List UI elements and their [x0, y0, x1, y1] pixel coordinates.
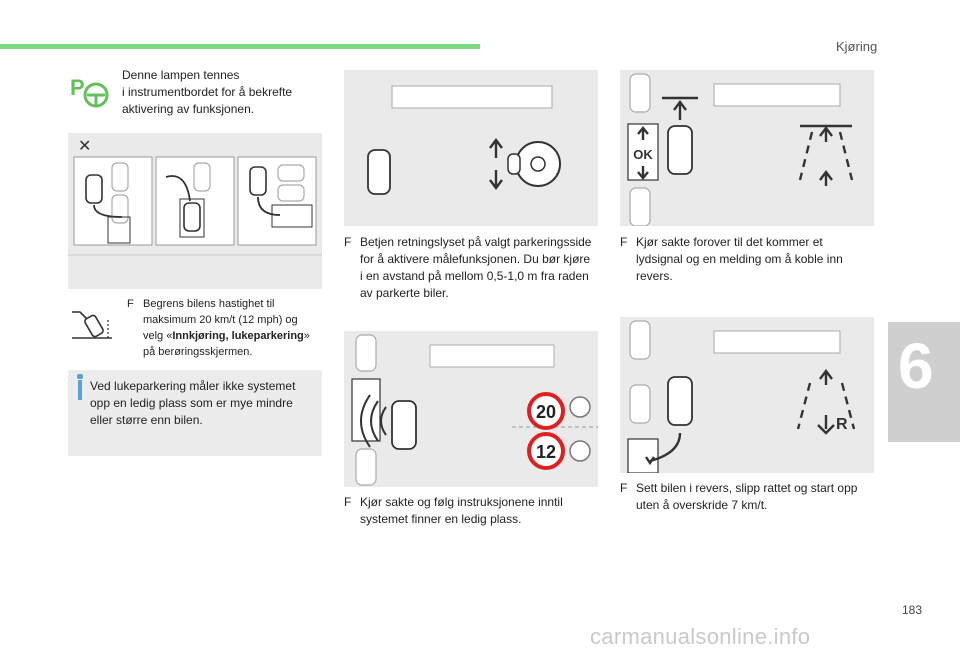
speed-sign-20: 20 [535, 402, 557, 422]
bullet-marker: F [127, 298, 134, 310]
info-text: Ved lukeparkering måler ikke systemet opp en ledig plass som er mye mindre eller større enn bilen. [90, 379, 296, 427]
reverse-illustration [620, 317, 874, 473]
menu-option-name: Innkjøring, lukeparkering [172, 330, 304, 342]
svg-text:P: P [70, 75, 85, 100]
forward-illustration [620, 70, 874, 226]
page-number: 183 [902, 603, 923, 617]
col3-step1: F Kjør sakte forover til det kommer et lydsignal og en melding om å koble inn revers. [620, 235, 843, 283]
speed-instruction: F Begrens bilens hastighet til maksimum 20 km/t (12 mph) og velg «Innkjøring, lukeparkering» på berøringsskjermen. [127, 298, 310, 358]
col2-step1: F Betjen retningslyset på valgt parkeringsside for å aktivere målefunksjonen. Du bør kjøre i en avstand på mellom 0,5-1,0 m fra raden av parkerte biler. [344, 235, 592, 300]
info-box [68, 370, 322, 456]
ok-label: OK [633, 147, 653, 162]
chapter-tab [888, 322, 960, 442]
reverse-label: R [836, 416, 848, 433]
close-icon: ✕ [78, 138, 92, 155]
slow-parking-icon [70, 306, 114, 342]
parking-lamp-icon [70, 73, 110, 113]
watermark: carmanualsonline.info [590, 624, 811, 649]
speed-sign-12: 12 [535, 442, 557, 462]
col3-step2: F Sett bilen i revers, slipp rattet og start opp uten å overskride 7 km/t. [620, 481, 858, 512]
header-accent-bar [0, 44, 480, 49]
info-icon [77, 374, 83, 379]
parking-illustration-1 [68, 133, 322, 289]
scan-illustration [344, 331, 598, 487]
lamp-description: Denne lampen tennes i instrumentbordet for å bekrefte aktivering av funksjonen. [122, 68, 293, 116]
col2-step2: F Kjør sakte og følg instruksjonene inntil systemet finner en ledig plass. [344, 495, 563, 526]
signal-illustration [344, 70, 598, 226]
chapter-number: 6 [898, 330, 934, 402]
section-title: Kjøring [836, 39, 878, 54]
